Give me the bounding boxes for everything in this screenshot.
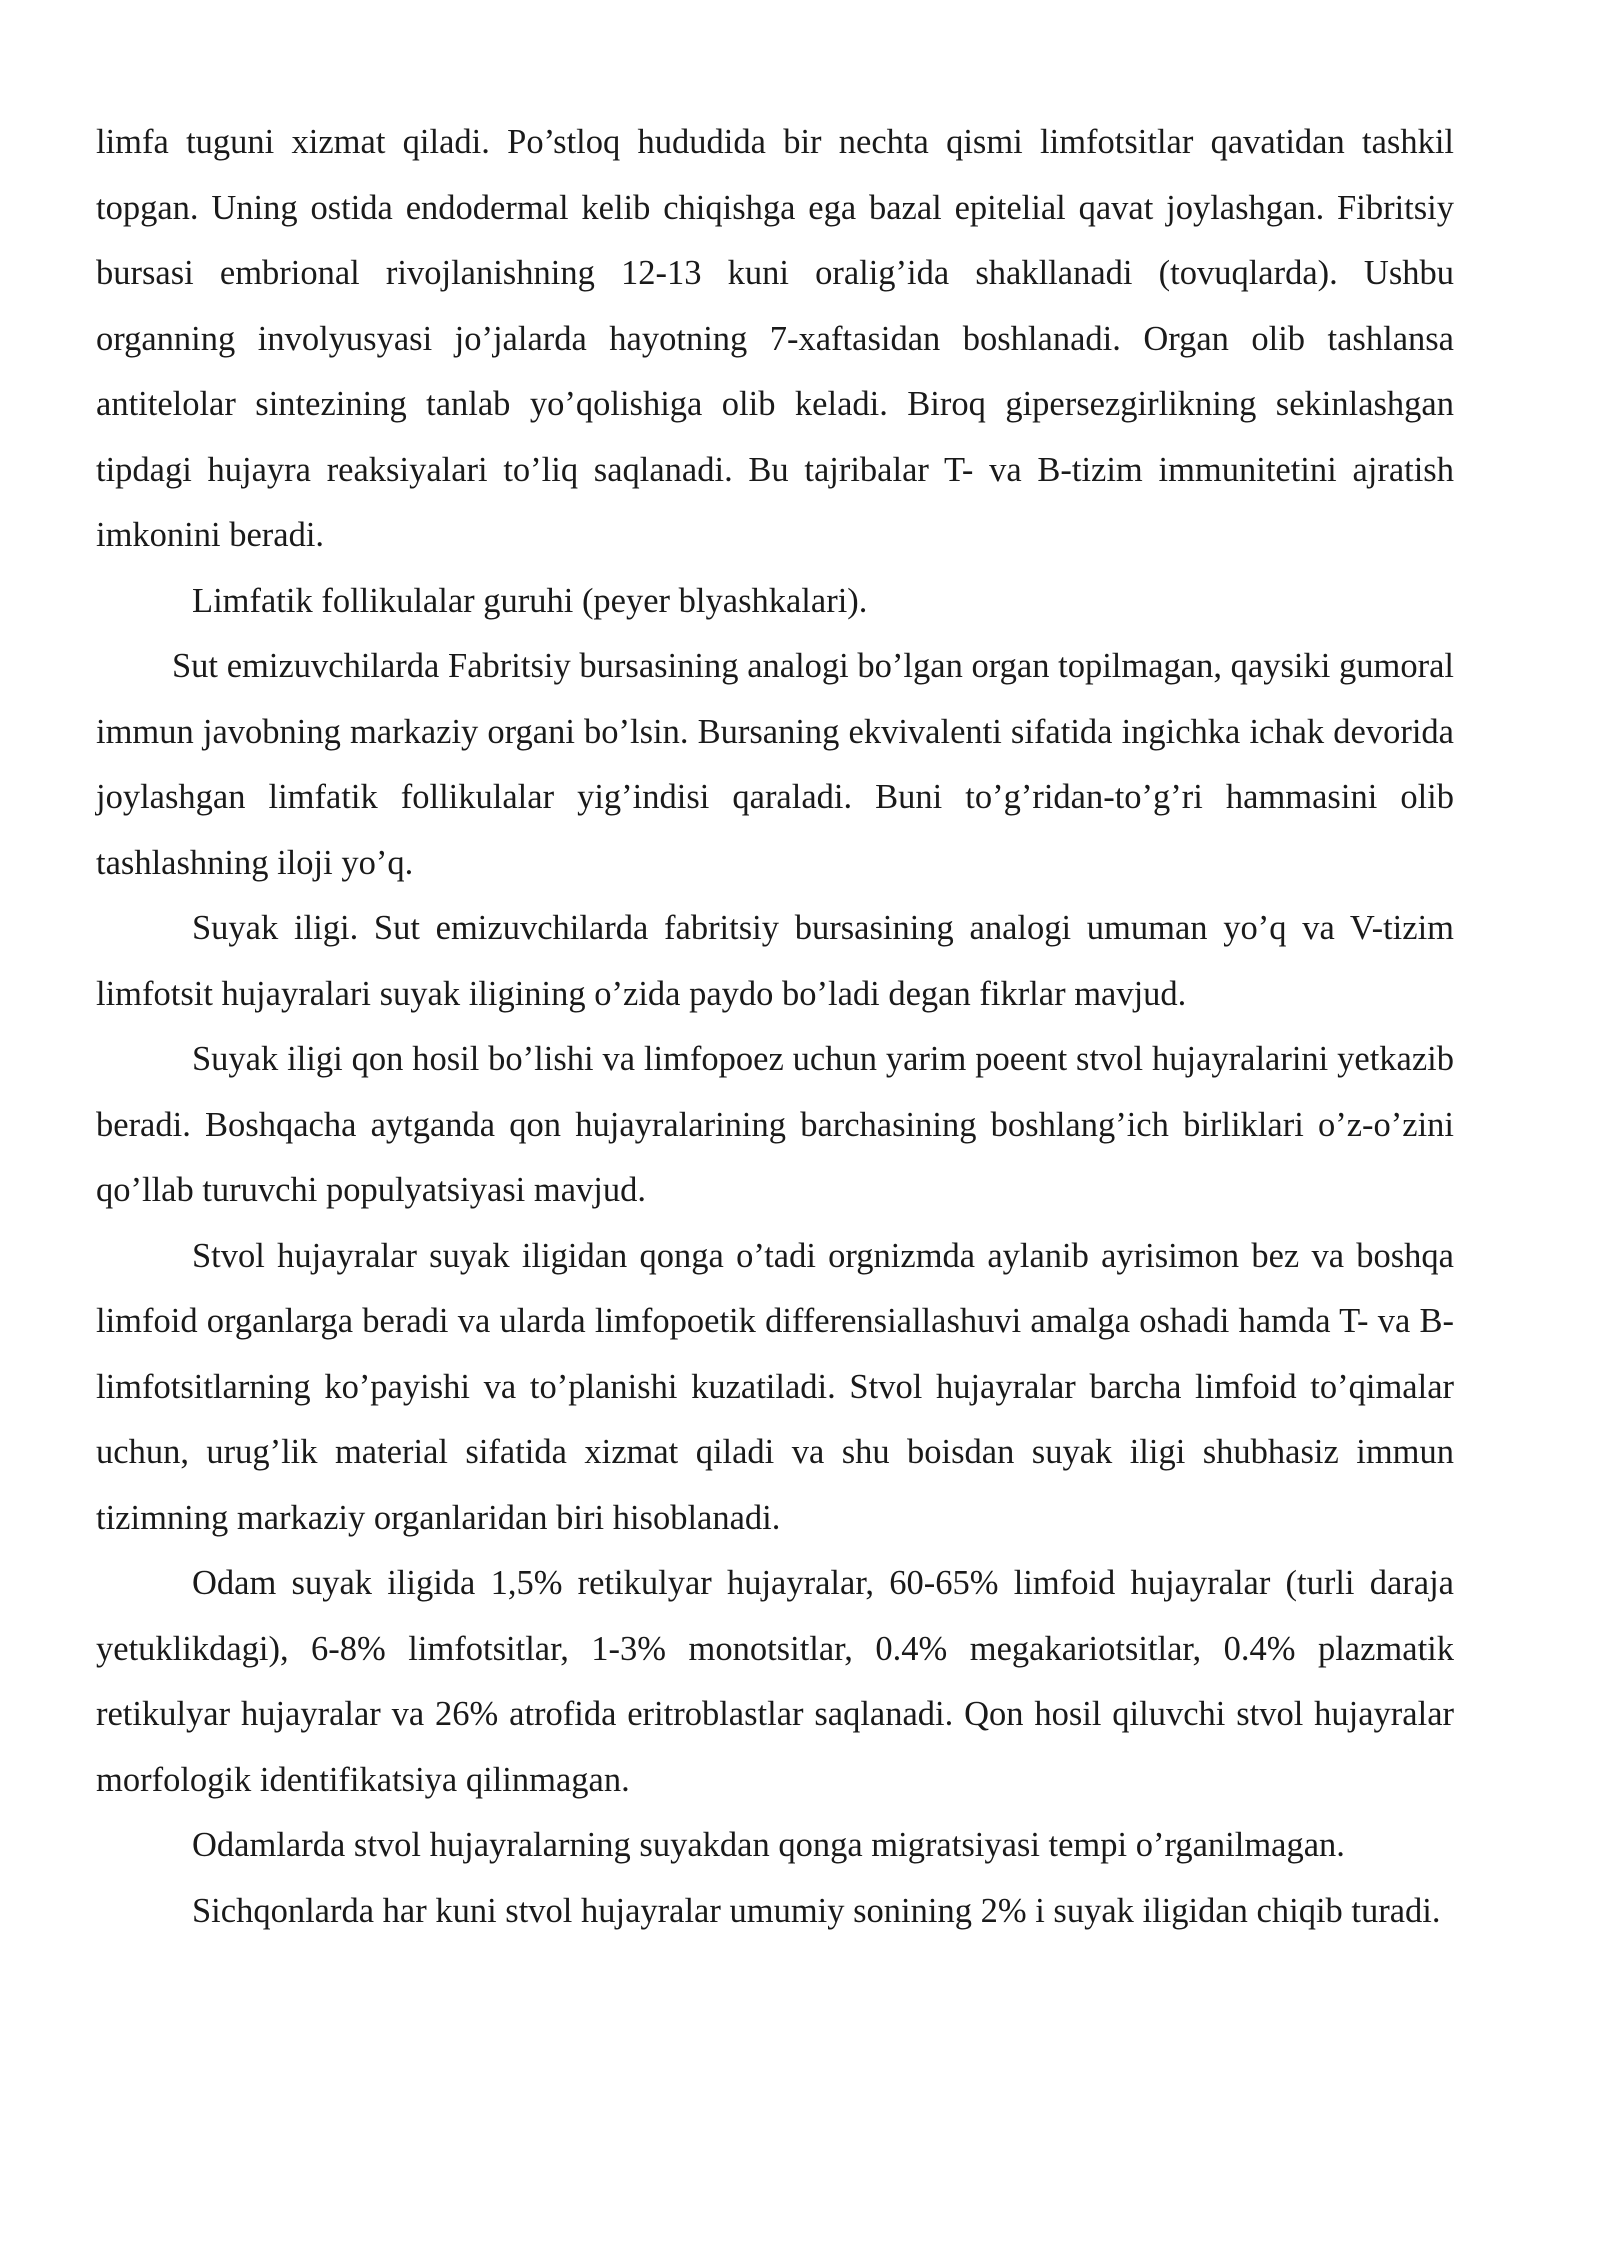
paragraph-bursa-continuation: limfa tuguni xizmat qiladi. Po’stloq hududida bir nechta qismi limfotsitlar qavatidan tashkil topgan. Uning ostida endodermal kelib chiqishga ega bazal epitelial qavat joylashgan. Fibritsiy bursasi embrional rivojlanishning 12-13 kuni oralig’ida shakllanadi (tovuqlarda). Ushbu organning involyusyasi jo’jalarda hayotning 7-xaftasidan boshlanadi. Organ olib tashlansa antitelolar sintezining tanlab yo’qolishiga olib keladi. Biroq gipersezgirlikning sekinlashgan tipdagi hujayra reaksiyalari to’liq saqlanadi. Bu tajribalar T- va B-tizim immunitetini ajratish imkonini beradi. — [96, 123, 1454, 554]
paragraph-bone-marrow-intro: Suyak iligi. Sut emizuvchilarda fabritsiy bursasining analogi umuman yo’q va V-tizim limfotsit hujayralari suyak iligining o’zida paydo bo’ladi degan fikrlar mavjud. — [96, 909, 1454, 1013]
document-page — [96, 110, 1454, 1944]
paragraph-mammals-bursa: Sut emizuvchilarda Fabritsiy bursasining analogi bo’lgan organ topilmagan, qaysiki gumoral immun javobning markaziy organi bo’lsin. Bursaning ekvivalenti sifatida ingichka ichak devorida joylashgan limfatik follikulalar yig’indisi qaraladi. Buni to’g’ridan-to’g’ri hammasini olib tashlashning iloji yo’q. — [96, 647, 1454, 882]
paragraph-human-migration: Odamlarda stvol hujayralarning suyakdan qonga migratsiyasi tempi o’rganilmagan. — [192, 1826, 1345, 1864]
paragraph-mice-migration: Sichqonlarda har kuni stvol hujayralar umumiy sonining 2% i suyak iligidan chiqib turadi. — [192, 1891, 1441, 1930]
paragraph-peyer-heading: Limfatik follikulalar guruhi (peyer blyashkalari). — [192, 581, 868, 620]
paragraph-marrow-composition: Odam suyak iligida 1,5% retikulyar hujayralar, 60-65% limfoid hujayralar (turli daraja yetuklikdagi), 6-8% limfotsitlar, 1-3% monotsitlar, 0.4% megakariotsitlar, 0.4% plazmatik retikulyar hujayralar va 26% atrofida eritroblastlar saqlanadi. Qon hosil qiluvchi stvol hujayralar morfologik identifikatsiya qilinmagan. — [96, 1564, 1454, 1799]
paragraph-bone-marrow-stem-cells: Suyak iligi qon hosil bo’lishi va limfopoez uchun yarim poeent stvol hujayralarini yetkazib beradi. Boshqacha aytganda qon hujayralarining barchasining boshlang’ich birliklari o’z-o’zini qo’llab turuvchi populyatsiyasi mavjud. — [96, 1040, 1454, 1209]
paragraph-stem-cell-migration: Stvol hujayralar suyak iligidan qonga o’tadi orgnizmda aylanib ayrisimon bez va boshqa limfoid organlarga beradi va ularda limfopoetik differensiallashuvi amalga oshadi hamda T- va B-limfotsitlarning ko’payishi va to’planishi kuzatiladi. Stvol hujayralar barcha limfoid to’qimalar uchun, urug’lik material sifatida xizmat qiladi va shu boisdan suyak iligi shubhasiz immun tizimning markaziy organlaridan biri hisoblanadi. — [96, 1236, 1454, 1537]
